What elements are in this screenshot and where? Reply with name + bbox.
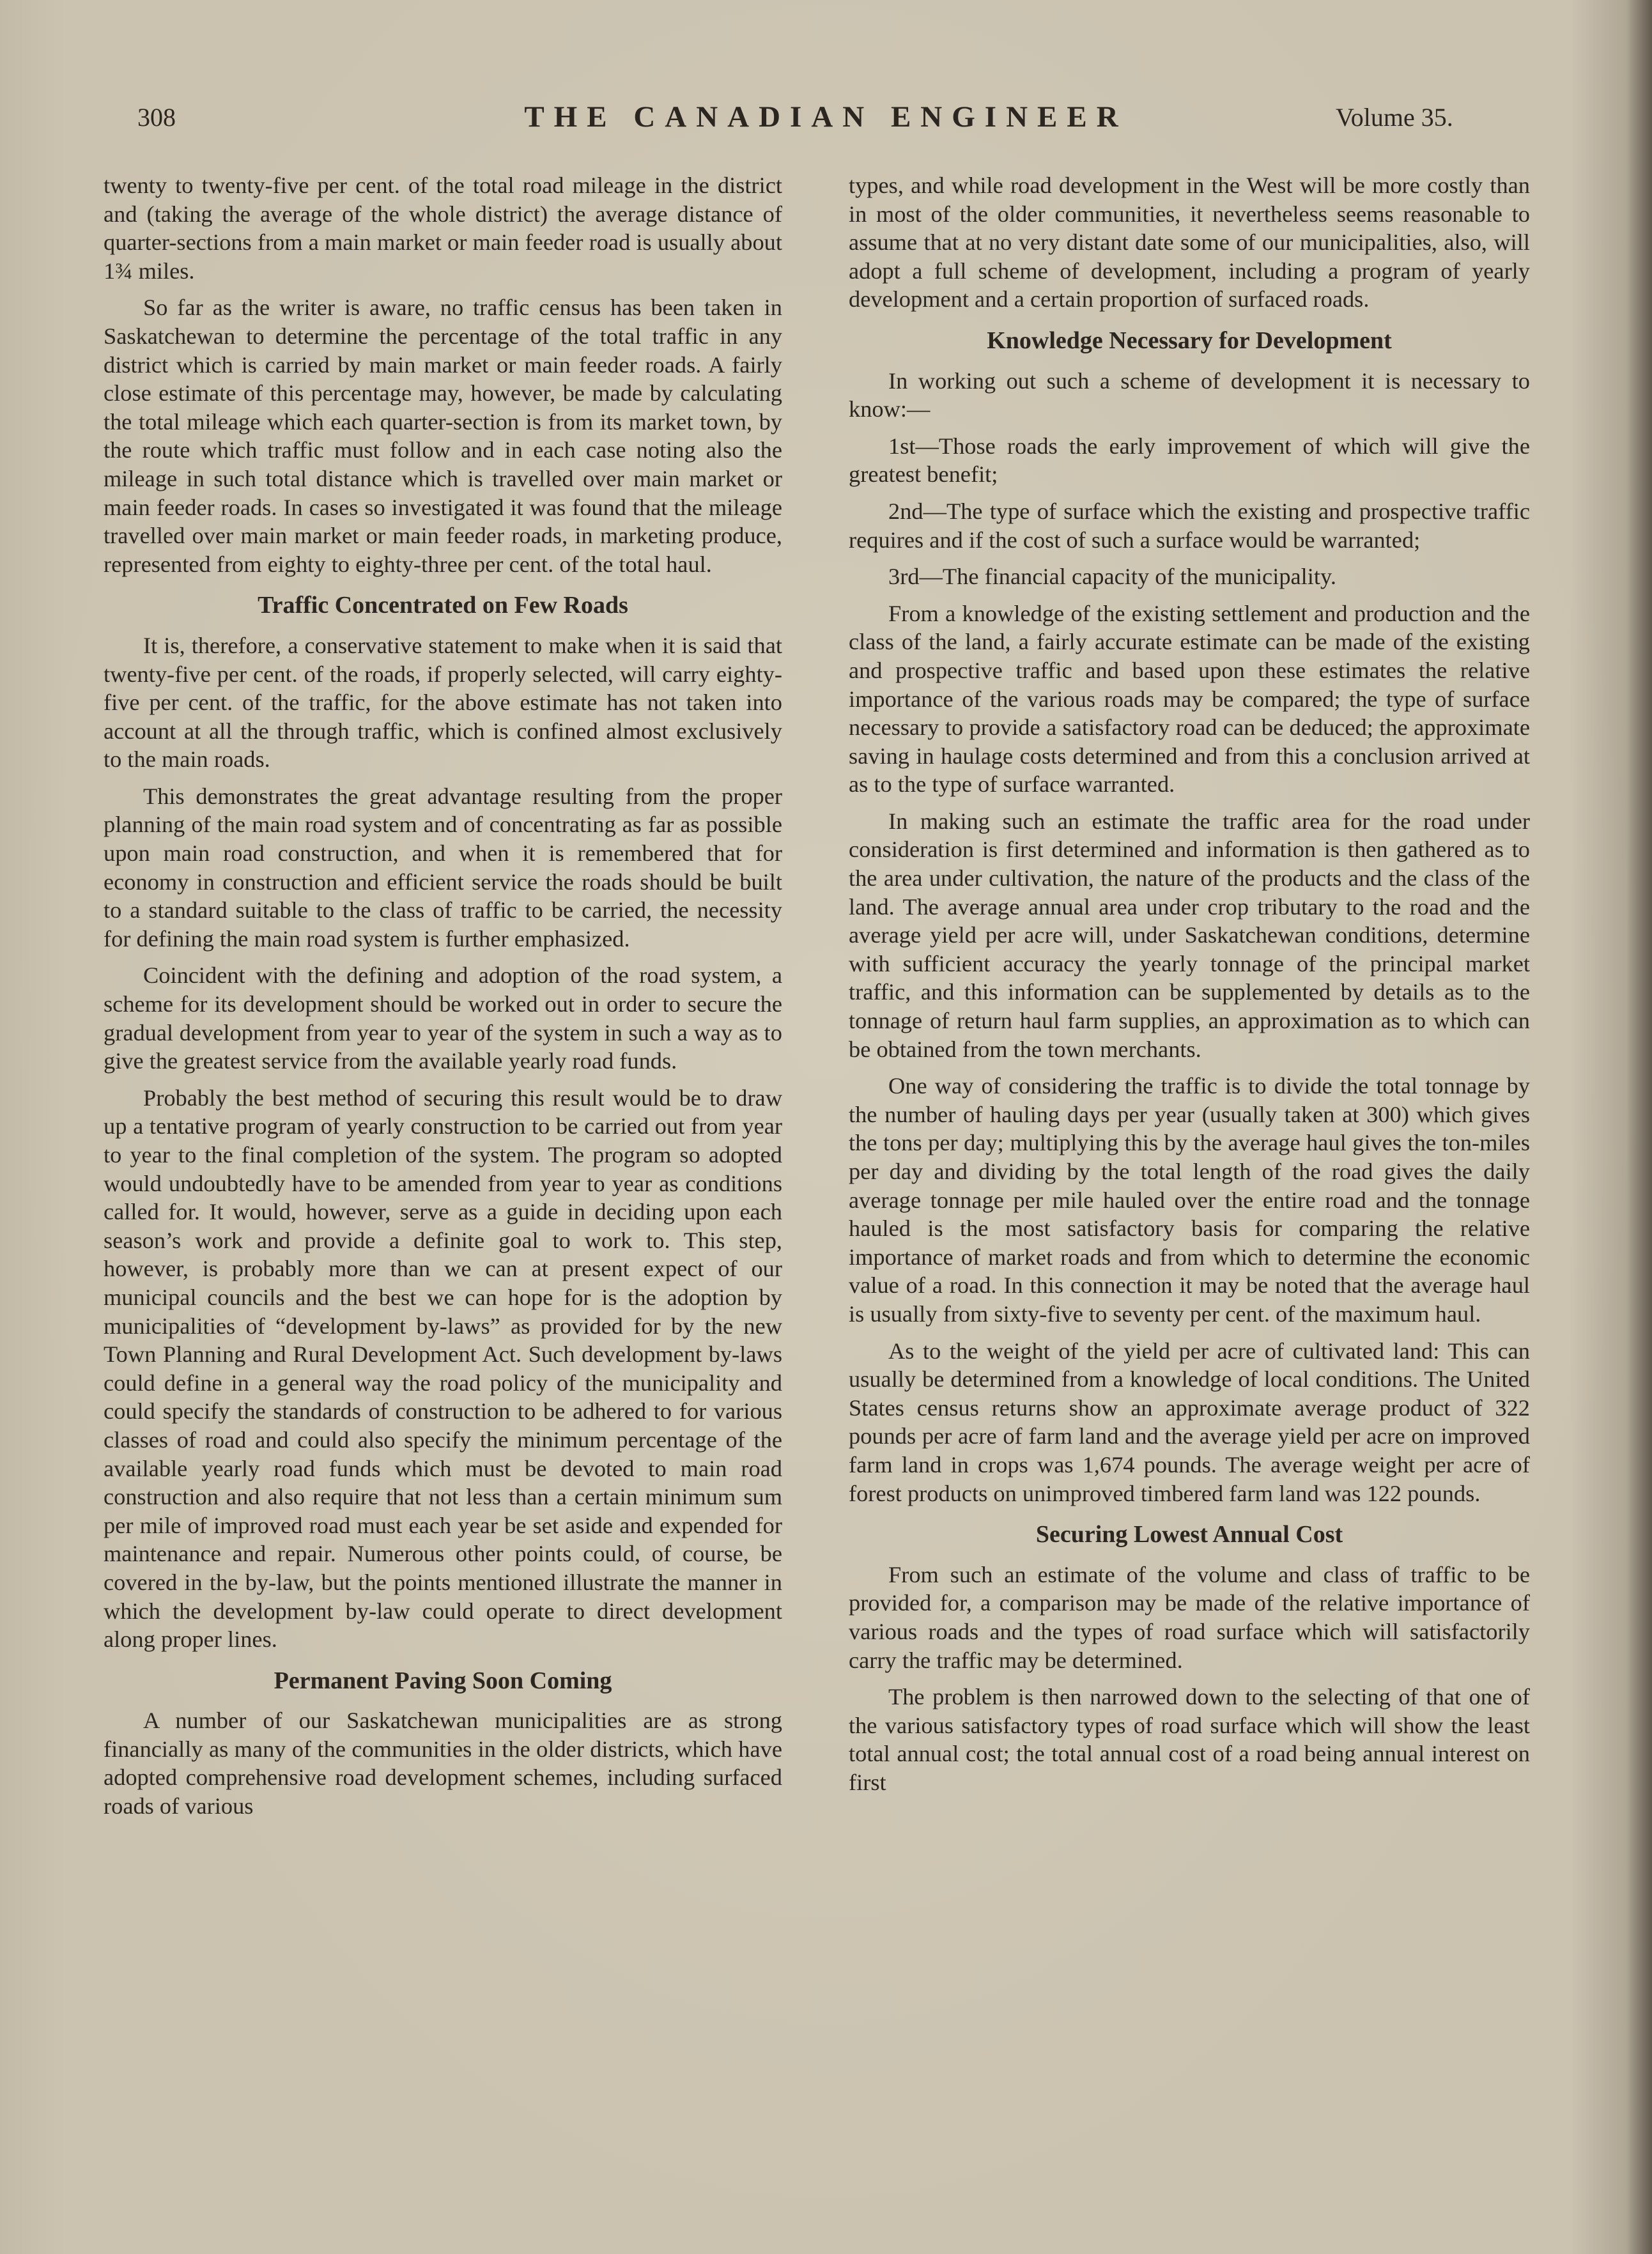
- paragraph: One way of considering the traffic is to divide the total tonnage by the number of hauling days per year (usually taken at 300) which gives the tons per day; multiplying this by the average haul gives the ton-miles per day and dividing by the total length of the road gives the daily average tonnage per mile hauled over the entire road and the tonnage hauled is the most satisfactory basis for comparing the relative importance of market roads and from which to determine the economic value of a road. In this connection it may be noted that the average haul is usually from sixty-five to seventy per cent. of the maximum haul.: [849, 1073, 1530, 1327]
- page-number: 308: [137, 103, 176, 132]
- journal-title: THE CANADIAN ENGINEER: [524, 100, 1128, 134]
- paragraph: In working out such a scheme of development it is necessary to know:—: [849, 367, 1530, 422]
- paragraph: From such an estimate of the volume and class of traffic to be provided for, a comparison may be made of the relative importance of various roads and the types of road surface which will satisfactorily carry the traffic may be determined.: [849, 1561, 1530, 1673]
- list-item: 3rd—The financial capacity of the municipality.: [888, 564, 1336, 590]
- paragraph: twenty to twenty-five per cent. of the total road mileage in the district and (taking the average of the whole district) the average distance of quarter-sections from a main market or main feeder road is usually about 1¾ miles.: [104, 173, 782, 284]
- section-heading: Securing Lowest Annual Cost: [1035, 1521, 1343, 1548]
- section-heading: Knowledge Necessary for Development: [987, 327, 1392, 354]
- paragraph: So far as the writer is aware, no traffic census has been taken in Saskatchewan to determine the percentage of the total traffic in any district which is carried by main market or main feeder roads. A fairly close estimate of this percentage may, however, be made by calculating the total mileage which each quarter-section is from its market town, by the route which traffic must follow and in each case noting also the mileage in such total distance which is travelled over main market or main feeder roads. In cases so investigated it was found that the mileage travelled over main market or main feeder roads, in marketing produce, represented from eighty to eighty-three per cent. of the total haul.: [104, 295, 782, 577]
- paragraph: types, and while road development in the West will be more costly than in most of the older communities, it nevertheless seems reasonable to assume that at no very distant date some of our municipalities, also, will adopt a full scheme of development, including a program of yearly development and a certain proportion of surfaced roads.: [849, 173, 1530, 313]
- paragraph: It is, therefore, a conservative statement to make when it is said that twenty-five per cent. of the roads, if properly selected, will carry eighty-five per cent. of the traffic, for the above estimate has not taken into account at all the through traffic, which is confined almost exclusively to the main roads.: [104, 632, 782, 773]
- page-header: [0, 96, 1652, 147]
- section-heading: Traffic Concentrated on Few Roads: [258, 592, 628, 619]
- list-item: 1st—Those roads the early improvement of which will give the greatest benefit;: [849, 433, 1530, 488]
- left-column: [104, 171, 782, 1829]
- paragraph: Coincident with the defining and adoption of the road system, a scheme for its development should be worked out in order to secure the gradual development from year to year of the system in such a way as to give the greatest service from the available yearly road funds.: [104, 962, 782, 1074]
- paragraph: The problem is then narrowed down to the selecting of that one of the various satisfactory types of road surface which will show the least total annual cost; the total annual cost of a road being annual interest on first: [849, 1684, 1530, 1795]
- page-edge-shadow: [1626, 0, 1652, 2254]
- list-item: 2nd—The type of surface which the existing and prospective traffic requires and if the cost of such a surface would be warranted;: [849, 498, 1530, 553]
- paragraph: In making such an estimate the traffic area for the road under consideration is first determined and information is then gathered as to the area under cultivation, the nature of the products and the class of the land. The average annual area under crop tributary to the road and the average yield per acre will, under Saskatchewan conditions, determine with sufficient accuracy the yearly tonnage of the principal market traffic, and this information can be supplemented by details as to the tonnage of return haul farm supplies, an approximation as to which can be obtained from the town merchants.: [849, 808, 1530, 1062]
- paragraph: A number of our Saskatchewan municipalities are as strong financially as many of the communities in the older districts, which have adopted comprehensive road development schemes, including surfaced roads of various: [104, 1708, 782, 1819]
- section-heading: Permanent Paving Soon Coming: [274, 1667, 612, 1694]
- paragraph: From a knowledge of the existing settlement and production and the class of the land, a fairly accurate estimate can be made of the existing and prospective traffic and based upon these estimates the relative importance of the various roads may be compared; the type of surface necessary to provide a satisfactory road can be deduced; the approximate saving in haulage costs determined and from this a conclusion arrived at as to the type of surface warranted.: [849, 600, 1530, 798]
- right-column: [849, 171, 1530, 1805]
- volume-label: Volume 35.: [1336, 103, 1453, 132]
- paragraph: Probably the best method of securing this result would be to draw up a tentative program of yearly construction to be carried out from year to year to the final completion of the system. The program so adopted would undoubtedly have to be amended from year to year as conditions called for. It would, however, serve as a guide in deciding upon each season’s work and provide a definite goal to work to. This step, however, is probably more than we can at present expect of our municipal councils and the best we can hope for is the adoption by municipalities of “development by-laws” as provided for by the new Town Planning and Rural Development Act. Such development by-laws could define in a general way the road policy of the municipality and could specify the standards of construction to be adhered to for various classes of road and could also specify the minimum percentage of the available yearly road funds which must be devoted to main road construction and also require that not less than a certain minimum sum per mile of improved road must each year be set aside and expended for maintenance and repair. Numerous other points could, of course, be covered in the by-law, but the points mentioned illustrate the manner in which the development by-law could operate to direct development along proper lines.: [104, 1085, 782, 1653]
- paragraph: As to the weight of the yield per acre of cultivated land: This can usually be determined from a knowledge of local conditions. The United States census returns show an approximate average product of 322 pounds per acre of farm land and the average yield per acre on improved farm land in crops was 1,674 pounds. The average weight per acre of forest products on unimproved timbered farm land was 122 pounds.: [849, 1338, 1530, 1506]
- paragraph: This demonstrates the great advantage resulting from the proper planning of the main road system and of concentrating as far as possible upon main road construction, and when it is remembered that for economy in construction and efficient service the roads should be built to a standard suitable to the class of traffic to be carried, the necessity for defining the main road system is further emphasized.: [104, 783, 782, 952]
